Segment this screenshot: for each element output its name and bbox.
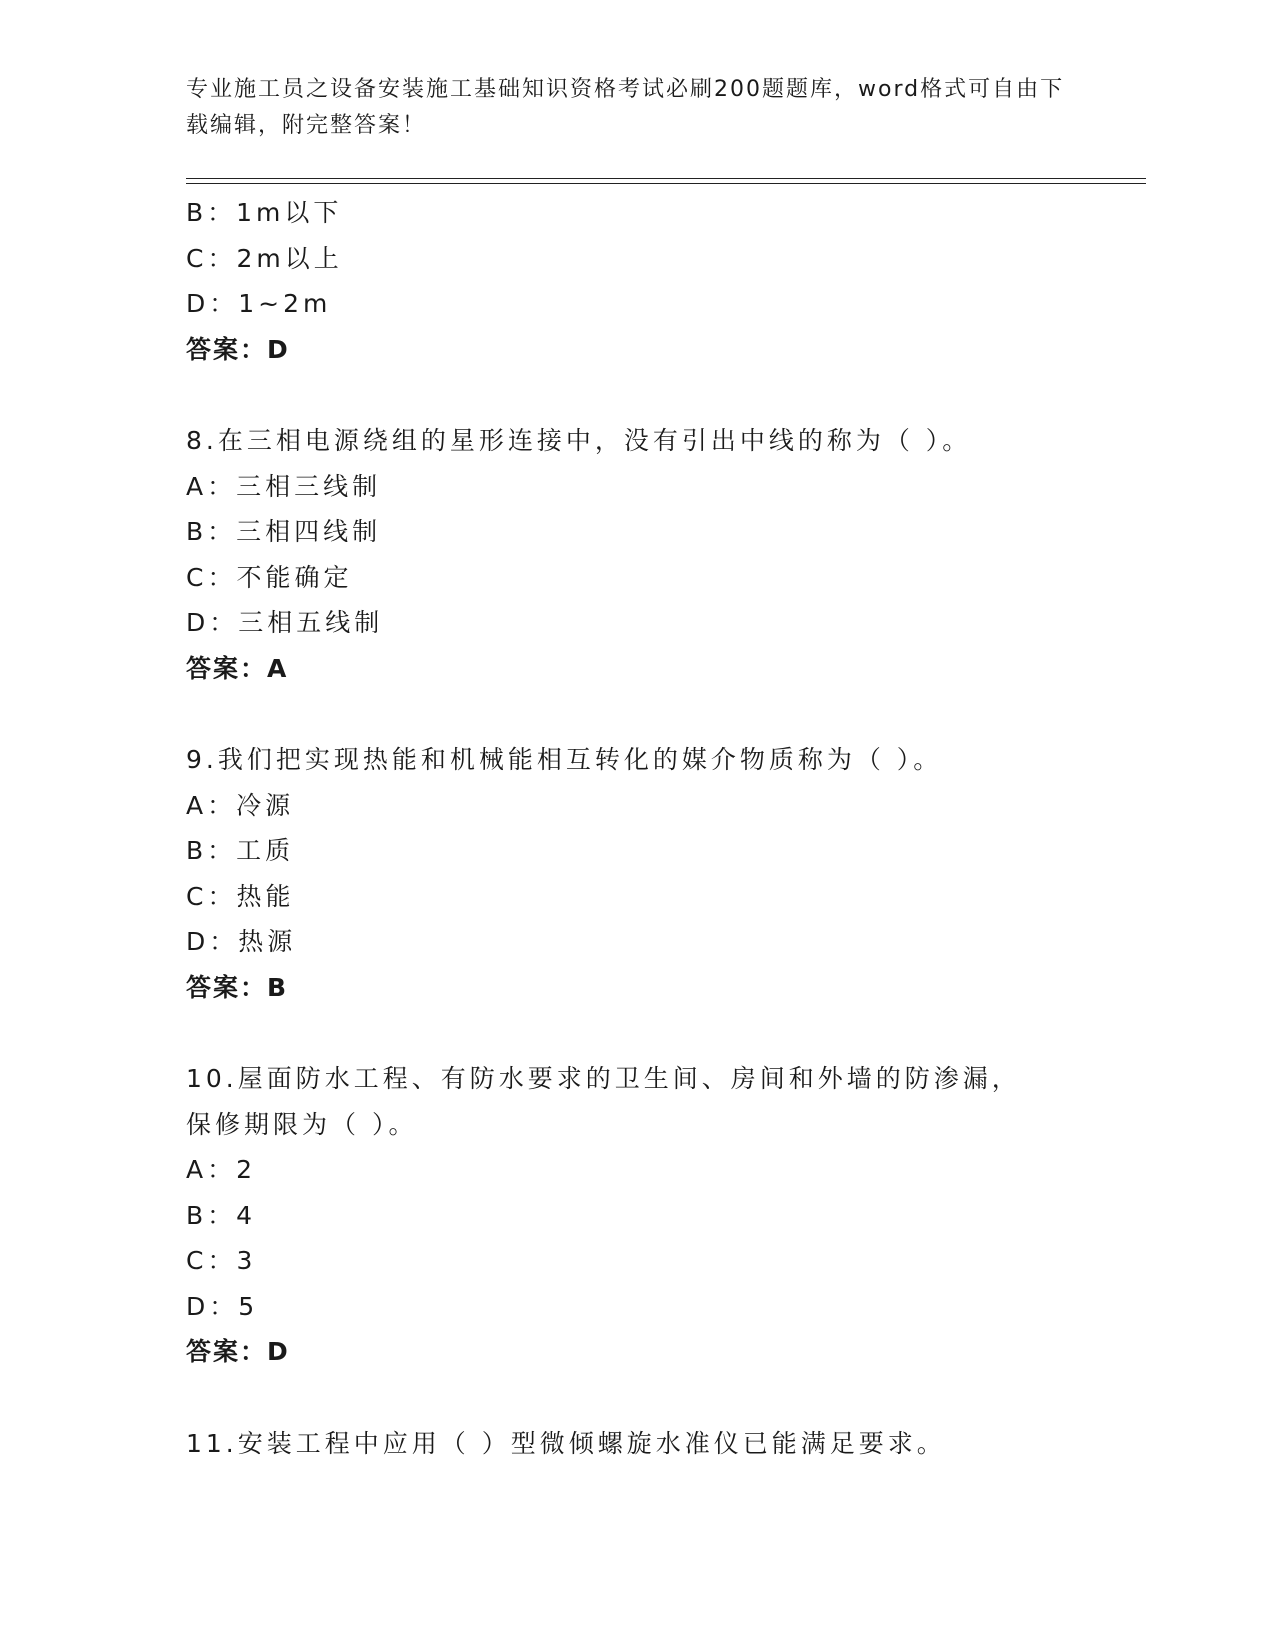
question-block bbox=[186, 1421, 1106, 1467]
option-d: D：5 bbox=[186, 1291, 259, 1321]
option-d: D：1~2m bbox=[186, 289, 332, 318]
question-stem: 10.屋面防水工程、有防水要求的卫生间、房间和外墙的防渗漏，保修期限为（ ）。 bbox=[186, 1064, 1021, 1139]
option-a: A：2 bbox=[186, 1155, 257, 1184]
option-c: C：2m以上 bbox=[186, 243, 343, 273]
question-block bbox=[186, 418, 1106, 691]
option-d: D：热源 bbox=[186, 927, 297, 956]
question-block bbox=[186, 737, 1106, 1010]
question-stem: 11.安装工程中应用（ ）型微倾螺旋水准仪已能满足要求。 bbox=[186, 1428, 946, 1458]
option-b: B：三相四线制 bbox=[186, 517, 382, 546]
document-title: 专业施工员之设备安装施工基础知识资格考试必刷200题题库，word格式可自由下载编辑，附完整答案！ bbox=[186, 77, 1065, 138]
answer-text: 答案：D bbox=[186, 334, 290, 364]
question-block bbox=[186, 190, 1106, 372]
option-b: B：工质 bbox=[186, 836, 295, 865]
option-c: C：不能确定 bbox=[186, 562, 353, 592]
option-a: A：冷源 bbox=[186, 790, 295, 820]
header-rule-top bbox=[186, 178, 1146, 179]
question-block bbox=[186, 1056, 1106, 1375]
question-stem: 9.我们把实现热能和机械能相互转化的媒介物质称为（ ）。 bbox=[186, 745, 943, 774]
document-header bbox=[186, 72, 1066, 144]
option-b: B：4 bbox=[186, 1200, 257, 1230]
option-a: A：三相三线制 bbox=[186, 471, 382, 501]
option-c: C：热能 bbox=[186, 881, 295, 911]
option-d: D：三相五线制 bbox=[186, 608, 384, 637]
header-rule-bottom bbox=[186, 183, 1146, 184]
question-stem: 8.在三相电源绕组的星形连接中，没有引出中线的称为（ ）。 bbox=[186, 426, 972, 455]
option-b: B：1m以下 bbox=[186, 198, 343, 227]
option-c: C：3 bbox=[186, 1246, 257, 1275]
answer-text: 答案：D bbox=[186, 1337, 290, 1366]
answer-text: 答案：B bbox=[186, 972, 289, 1002]
answer-text: 答案：A bbox=[186, 653, 289, 683]
question-list bbox=[186, 190, 1106, 1466]
